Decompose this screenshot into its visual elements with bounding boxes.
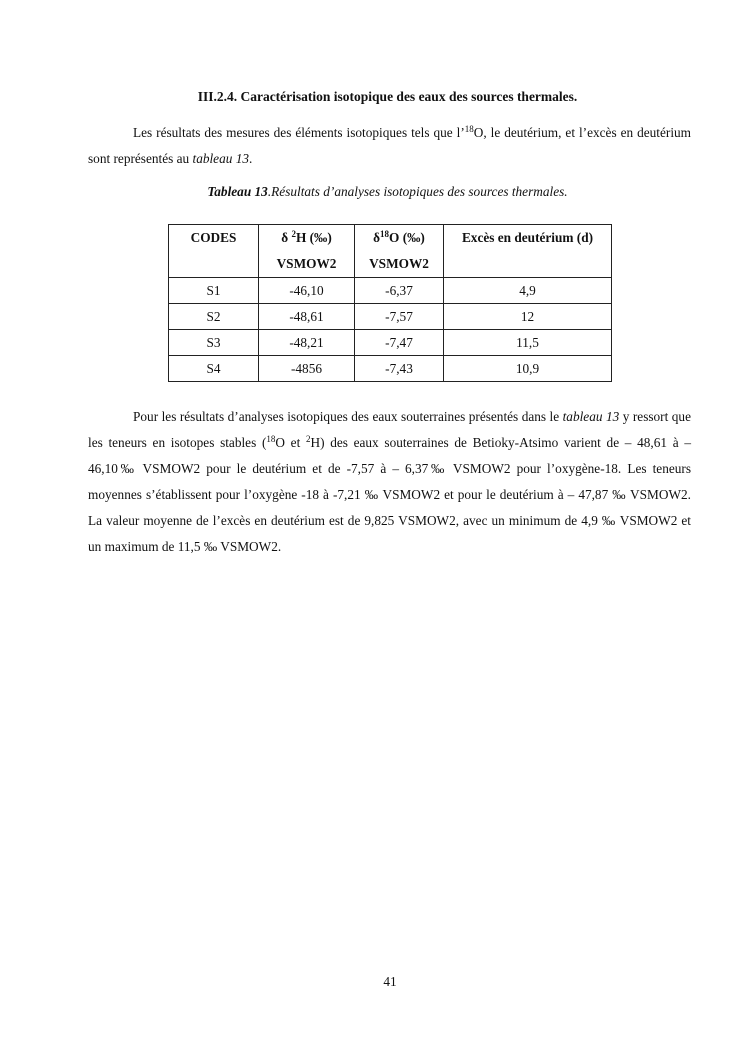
- isotope-table: [168, 224, 612, 382]
- intro-text-a: Les résultats des mesures des éléments isotopiques tels que l’: [133, 125, 465, 140]
- intro-text-b: O, le deutérium, et l’excès en deutérium sont représentés au: [88, 125, 692, 166]
- table-caption: [0, 184, 745, 200]
- cell-code: S1: [169, 278, 259, 304]
- header-oxygen: [355, 225, 444, 278]
- intro-paragraph: [88, 120, 691, 172]
- page-number: 41: [383, 974, 397, 989]
- section-heading: III.2.4. Caractérisation isotopique des eaux des sources thermales.: [197, 89, 578, 104]
- cell-code: S3: [169, 330, 259, 356]
- results-text-d: H) des eaux souterraines de Betioky-Atsimo varient de – 48,61 à – 46,10‰ VSMOW2 pour le deutérium et de -7,57 à – 6,37‰ VSMOW2 pour l’oxygène-18. Les teneurs moyennes s’établissent pour l’oxygène -18 à -7,21 ‰ VSMOW2 et pour le deutérium à – 47,87 ‰ VSMOW2. La valeur moyenne de l’excès en deutérium est de 9,825 VSMOW2, avec un minimum de 4,9 ‰ VSMOW2 et un maximum de 11,5 ‰ VSMOW2.: [88, 435, 691, 554]
- results-text-a: Pour les résultats d’analyses isotopiques des eaux souterraines présentés dans le: [133, 409, 563, 424]
- results-text-b: y ressort que les teneurs en isotopes stables (: [88, 409, 691, 450]
- cell-code: S4: [169, 356, 259, 382]
- header-o-unit: VSMOW2: [369, 256, 429, 271]
- table-row: [169, 330, 612, 356]
- header-codes: CODES: [169, 225, 259, 278]
- header-deuterium: [259, 225, 355, 278]
- cell-deuterium: -46,10: [259, 278, 355, 304]
- intro-end: .: [249, 151, 253, 166]
- intro-table-ref: tableau 13: [192, 151, 250, 166]
- header-o-b: O (‰): [389, 230, 425, 245]
- cell-code: S2: [169, 304, 259, 330]
- cell-excess: 4,9: [444, 278, 612, 304]
- header-excess: Excès en deutérium (d): [444, 225, 612, 278]
- results-table-ref: tableau 13: [562, 409, 620, 424]
- results-sup-oxygen: 18: [266, 434, 276, 444]
- header-o-sup: 18: [380, 229, 390, 239]
- table-row: [169, 278, 612, 304]
- header-o-a: δ: [373, 230, 381, 245]
- caption-label: Tableau 13: [207, 184, 268, 199]
- header-h-sup: 2: [291, 229, 296, 239]
- results-text-c: O et: [275, 435, 306, 450]
- cell-excess: 10,9: [444, 356, 612, 382]
- cell-deuterium: -4856: [259, 356, 355, 382]
- results-paragraph: [88, 404, 691, 560]
- intro-sup: 18: [464, 124, 474, 134]
- results-sup-hydrogen: 2: [305, 434, 311, 444]
- header-h-b: H (‰): [295, 230, 332, 245]
- cell-oxygen: -7,47: [355, 330, 444, 356]
- cell-oxygen: -7,43: [355, 356, 444, 382]
- cell-deuterium: -48,21: [259, 330, 355, 356]
- cell-excess: 11,5: [444, 330, 612, 356]
- table-row: [169, 356, 612, 382]
- cell-oxygen: -7,57: [355, 304, 444, 330]
- cell-excess: 12: [444, 304, 612, 330]
- cell-deuterium: -48,61: [259, 304, 355, 330]
- cell-oxygen: -6,37: [355, 278, 444, 304]
- table-row: [169, 304, 612, 330]
- header-h-unit: VSMOW2: [276, 256, 337, 271]
- caption-text: .Résultats d’analyses isotopiques des sources thermales.: [267, 184, 568, 199]
- header-h-a: δ: [281, 230, 292, 245]
- table-header-row: [169, 225, 612, 278]
